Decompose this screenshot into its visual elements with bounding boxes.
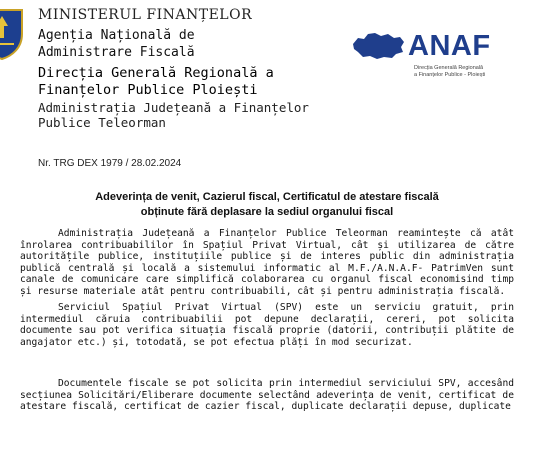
title-line2: obținute fără deplasare la sediul organului fiscal [140, 206, 394, 218]
coat-of-arms-icon [0, 4, 26, 60]
romania-map-icon [350, 30, 406, 62]
agency-name-line2: Administrare Fiscală [38, 45, 195, 60]
registration-number: Nr. TRG DEX 1979 / 28.02.2024 [38, 158, 182, 169]
anaf-subtitle-line1: Direcția Generală Regională [414, 65, 484, 71]
administration-name-line1: Administrația Județeană a Finanțelor [38, 100, 309, 115]
administration-name-line2: Publice Teleorman [38, 115, 166, 130]
anaf-wordmark: ANAF [408, 30, 491, 62]
institution-header [38, 6, 338, 130]
anaf-subtitle-line2: a Finanțelor Publice - Ploiești [414, 72, 486, 78]
agency-name-line1: Agenția Națională de [38, 28, 195, 43]
directorate-name-line1: Direcția Generală Regională a [38, 65, 274, 81]
anaf-logo [350, 30, 520, 79]
directorate-name-line2: Finanțelor Publice Ploiești [38, 82, 258, 98]
paragraph-3: Documentele fiscale se pot solicita prin intermediul serviciului SPV, accesând secțiunea Solicitări/Eliberare documente selectând adeverința de venit, certificat de atestare fiscală, certificat de cazier fiscal, duplicate declarații depuse, duplicate [20, 378, 514, 413]
paragraph-2: Serviciul Spațiul Privat Virtual (SPV) este un serviciu gratuit, prin intermediul căruia contribuabilii pot depune declarații, cereri, pot solicita documente sau pot verifica situația fiscală proprie (datorii, contribuții plătite de angajator etc.) și, totodată, se pot efectua plăți în mod securizat. [20, 302, 514, 348]
title-line1: Adeverința de venit, Cazierul fiscal, Certificatul de atestare fiscală [95, 191, 439, 203]
document-title [20, 190, 514, 220]
paragraph-1: Administrația Județeană a Finanțelor Publice Teleorman reamintește că atât înrolarea contribuabililor în Spațiul Privat Virtual, cât și utilizarea de către autoritățile publice, instituțiile publice și de interes public din administrația publică centrală și locală a sistemului informatic al M.F./A.N.A.F- PatrimVen sunt canale de comunicare care simplifică colaborarea cu organul fiscal economisind timp și resurse materiale atât pentru contribuabili, cât și pentru administrația fiscală. [20, 228, 514, 297]
ministry-name: MINISTERUL FINANȚELOR [38, 7, 253, 23]
